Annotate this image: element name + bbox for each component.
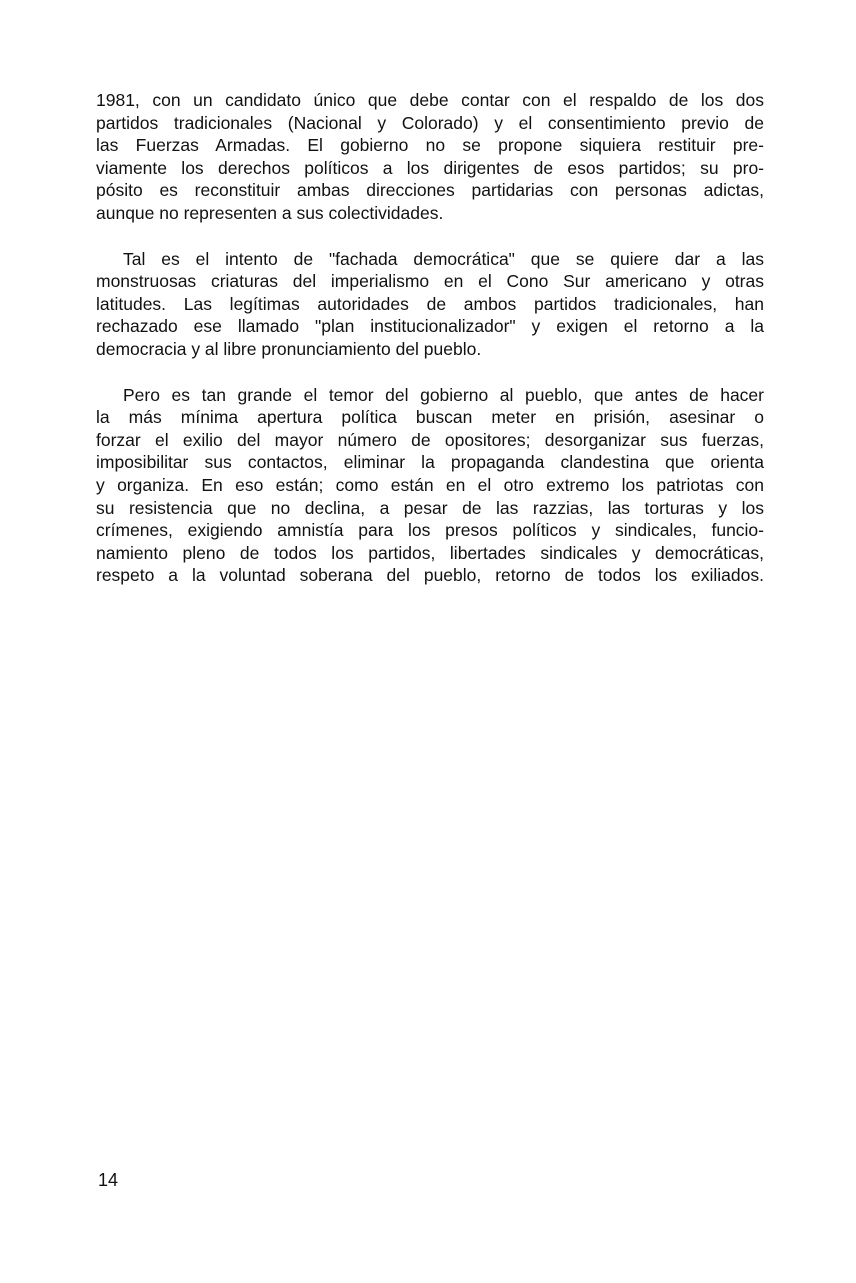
text-line: latitudes. Las legítimas autoridades de ambos partidos tradicionales, han: [96, 293, 764, 314]
text-line: monstruosas criaturas del imperialismo en el Cono Sur americano y otras: [96, 271, 764, 292]
body-text: [96, 89, 764, 587]
paragraph-2: [96, 248, 764, 361]
text-line: forzar el exilio del mayor número de opositores; desorganizar sus fuerzas,: [96, 429, 764, 450]
text-line: democracia y al libre pronunciamiento del pueblo.: [96, 338, 482, 359]
text-line: Pero es tan grande el temor del gobierno al pueblo, que antes de hacer: [123, 384, 764, 405]
text-line: rechazado ese llamado "plan institucionalizador" y exigen el retorno a la: [96, 316, 764, 337]
page-number: 14: [98, 1170, 119, 1190]
text-line: imposibilitar sus contactos, eliminar la propaganda clandestina que orienta: [96, 452, 764, 473]
text-line: aunque no representen a sus colectividades.: [96, 202, 444, 223]
text-line: Tal es el intento de "fachada democrática" que se quiere dar a las: [123, 248, 764, 269]
text-line: la más mínima apertura política buscan meter en prisión, asesinar o: [96, 407, 764, 428]
paragraph-3: [96, 384, 764, 587]
text-line: pósito es reconstituir ambas direcciones partidarias con personas adictas,: [96, 180, 764, 201]
text-line: y organiza. En eso están; como están en el otro extremo los patriotas con: [96, 474, 764, 495]
text-line: namiento pleno de todos los partidos, libertades sindicales y democráticas,: [96, 542, 764, 563]
text-line: crímenes, exigiendo amnistía para los presos políticos y sindicales, funcio-: [96, 520, 764, 541]
paragraph-1: [96, 89, 764, 225]
text-line: partidos tradicionales (Nacional y Colorado) y el consentimiento previo de: [96, 112, 764, 133]
text-line: viamente los derechos políticos a los dirigentes de esos partidos; su pro-: [96, 157, 764, 178]
text-line: 1981, con un candidato único que debe contar con el respaldo de los dos: [96, 90, 764, 110]
text-line: las Fuerzas Armadas. El gobierno no se propone siquiera restituir pre-: [96, 135, 764, 156]
text-line: respeto a la voluntad soberana del pueblo, retorno de todos los exiliados.: [96, 565, 764, 586]
text-line: su resistencia que no declina, a pesar de las razzias, las torturas y los: [96, 497, 764, 518]
